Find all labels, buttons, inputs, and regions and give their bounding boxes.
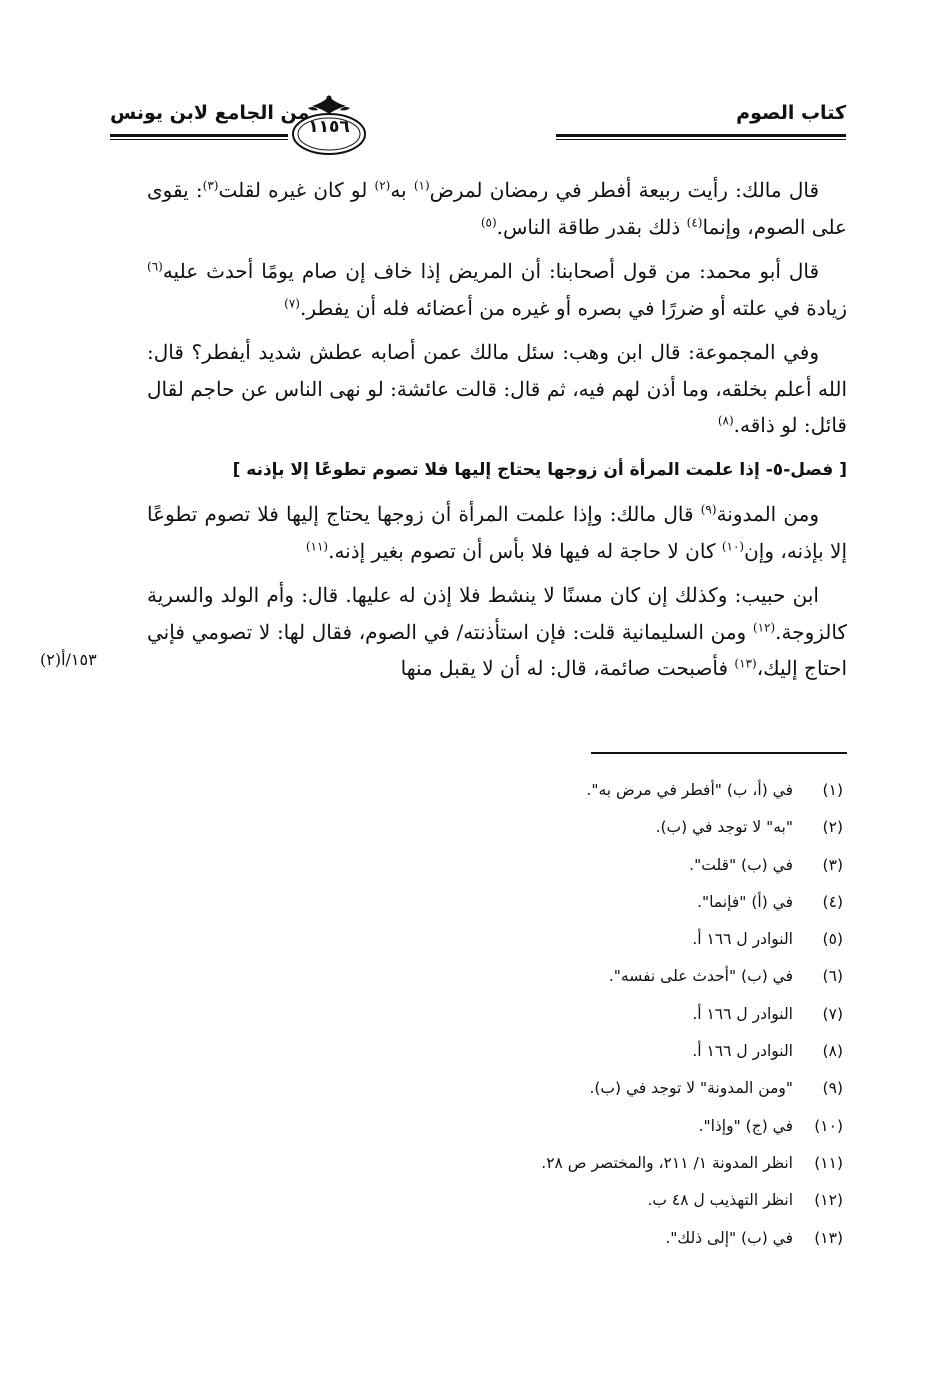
footnote-number: (٤) <box>822 892 843 911</box>
text-run: به <box>390 178 414 202</box>
footnote-text: النوادر ل ١٦٦ أ. <box>692 1042 793 1061</box>
text-run: قال أبو محمد: من قول أصحابنا: أن المريض إذا خاف إن صام يومًا أحدث عليه <box>162 259 820 283</box>
footnote-text: في (ب) "أحدث على نفسه". <box>608 967 793 986</box>
text-run: لو كان غيره لقلت <box>218 178 375 202</box>
text-run: قال مالك: رأيت ربيعة أفطر في رمضان لمرض <box>429 178 820 202</box>
footnote-separator <box>591 752 847 754</box>
footnote-text: "ومن المدونة" لا توجد في (ب). <box>589 1079 793 1098</box>
footnotes-list <box>143 772 843 1257</box>
footnote-item <box>143 958 843 995</box>
footnote-text: انظر المدونة ١/ ٢١١، والمختصر ص ٢٨. <box>541 1153 793 1172</box>
footnote-text: في (ج) "وإذا". <box>698 1116 793 1135</box>
footnote-text: "به" لا توجد في (ب). <box>655 818 793 837</box>
paragraph-4 <box>147 496 847 569</box>
footnote-item <box>143 1108 843 1145</box>
footnote-text: في (ب) "قلت". <box>689 855 793 874</box>
text-run: ومن المدونة <box>716 502 819 526</box>
footnote-number: (٣) <box>822 855 843 874</box>
page-number: ١١٥٦ <box>308 117 350 137</box>
footnote-item <box>143 1145 843 1182</box>
footnote-number: (١٣) <box>814 1228 843 1247</box>
section-heading: [ فصل-٥- إذا علمت المرأة أن زوجها يحتاج إليها فلا تصوم تطوعًا إلا بإذنه ] <box>232 459 847 480</box>
footnote-text: انظر التهذيب ل ٤٨ ب. <box>647 1191 793 1210</box>
running-header <box>110 92 846 162</box>
footnote-ref[interactable]: (١٢) <box>752 619 776 634</box>
paragraph-3 <box>147 334 847 444</box>
footnote-text: في (ب) "إلى ذلك". <box>665 1228 793 1247</box>
text-run: : يقوى على الصوم، وإنما <box>147 178 847 239</box>
footnote-item <box>143 996 843 1033</box>
footnote-number: (٧) <box>822 1004 843 1023</box>
footnote-item <box>143 1070 843 1107</box>
footnote-item <box>143 809 843 846</box>
footnote-item <box>143 772 843 809</box>
footnote-item <box>143 1033 843 1070</box>
main-text <box>147 172 847 695</box>
manuscript-folio-reference: ١٥٣/أ(٢) <box>40 650 97 669</box>
footnote-ref[interactable]: (٩) <box>700 502 717 517</box>
footnote-ref[interactable]: (٢) <box>374 178 391 193</box>
footnote-ref[interactable]: (٦) <box>147 259 163 274</box>
footnote-item <box>143 884 843 921</box>
footnote-number: (٩) <box>822 1079 843 1098</box>
text-run: فأصبحت صائمة، قال: له أن لا يقبل منها <box>400 656 735 680</box>
footnote-ref[interactable]: (١٠) <box>721 538 745 553</box>
paragraph-1 <box>147 172 847 245</box>
text-run: ذلك بقدر طاقة الناس. <box>496 214 687 239</box>
footnote-ref[interactable]: (١) <box>413 178 430 193</box>
footnote-ref[interactable]: (٧) <box>284 295 300 310</box>
text-run: ابن حبيب: وكذلك إن كان مسنًا لا ينشط فلا إذن له عليها. قال: وأم الولد والسرية كالزوجة. <box>147 583 847 644</box>
footnote-number: (٢) <box>822 818 843 837</box>
footnote-number: (١) <box>822 781 843 799</box>
chapter-title: كتاب الصوم <box>736 102 846 124</box>
text-run: وفي المجموعة: قال ابن وهب: سئل مالك عمن أصابه عطش شديد أيفطر؟ قال: الله أعلم بخلقه، وما أذن لهم فيه، ثم قال: قالت عائشة: لو نهى الناس عن حاجم لقال قائل: لو ذاقه. <box>147 340 847 437</box>
header-rule-left <box>110 134 288 140</box>
text-run: كان لا حاجة له فيها فلا بأس أن تصوم بغير إذنه. <box>328 538 722 563</box>
footnote-number: (١٢) <box>814 1191 843 1210</box>
footnote-item <box>143 847 843 884</box>
book-title: من الجامع لابن يونس <box>110 102 310 124</box>
footnote-number: (٨) <box>822 1042 843 1061</box>
text-run: قال مالك: وإذا علمت المرأة أن زوجها يحتاج إليها فلا تصوم تطوعًا إلا بإذنه، وإن <box>147 502 847 563</box>
footnote-ref[interactable]: (١٣) <box>734 656 757 671</box>
footnote-text: في (أ، ب) "أفطر في مرض به". <box>586 781 793 799</box>
paragraph-5 <box>147 577 847 687</box>
text-run: زيادة في علته أو ضررًا في بصره أو غيره من أعضائه فله أن يفطر. <box>299 295 847 320</box>
text-run: ومن السليمانية قلت: فإن استأذنته/ في الصوم، فقال لها: لا تصومي فإني احتاج إليك، <box>147 619 847 680</box>
footnote-number: (٥) <box>822 930 843 949</box>
footnote-ref[interactable]: (٨) <box>717 413 734 428</box>
footnote-number: (٦) <box>822 967 843 986</box>
footnote-text: النوادر ل ١٦٦ أ. <box>692 930 793 949</box>
paragraph-2 <box>147 253 847 326</box>
footnote-item <box>143 921 843 958</box>
footnote-text: النوادر ل ١٦٦ أ. <box>692 1004 793 1023</box>
footnote-ref[interactable]: (٣) <box>202 178 219 193</box>
footnote-ref[interactable]: (٥) <box>480 214 497 229</box>
header-rule-right <box>556 134 846 140</box>
footnote-item <box>143 1220 843 1257</box>
footnote-ref[interactable]: (٤) <box>686 214 703 229</box>
footnote-number: (١٠) <box>814 1116 843 1135</box>
footnote-item <box>143 1182 843 1219</box>
footnote-ref[interactable]: (١١) <box>305 538 329 553</box>
footnote-text: في (أ) "فإنما". <box>697 892 793 911</box>
footnote-number: (١١) <box>814 1153 843 1172</box>
